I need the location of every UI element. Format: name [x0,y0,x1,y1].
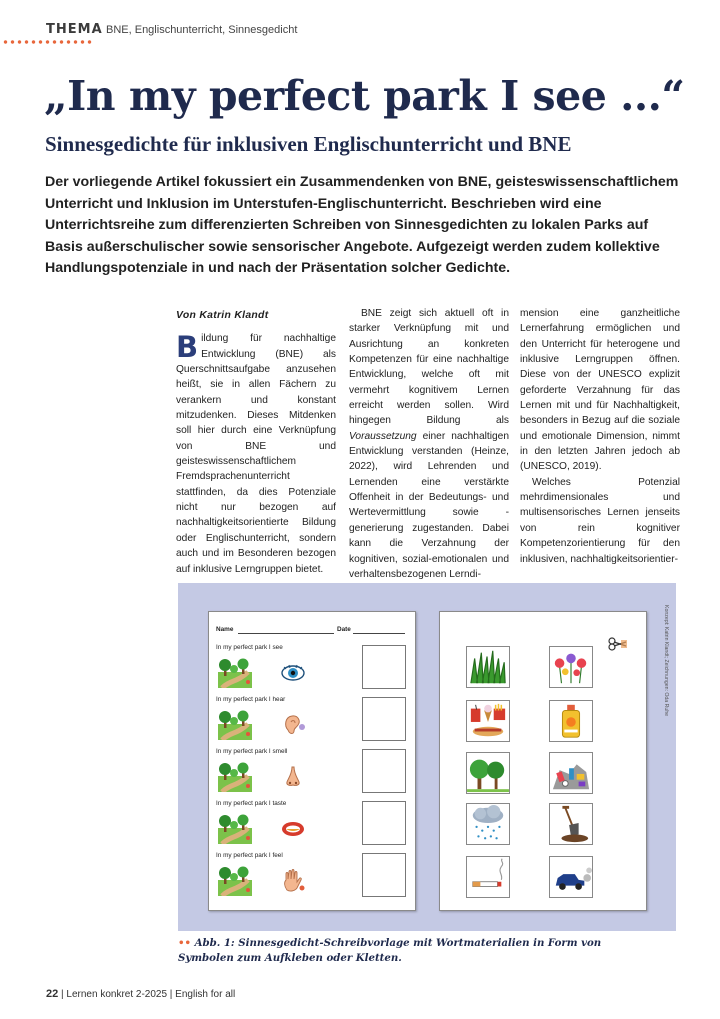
paragraph-potential: Welches Potenzial mehrdimensionales und multisensorisches Lernen jenseits von rein kognitiver Kompetenzorientierung für den inklusiven, nachhaltigkeitsorientier- [520,476,680,565]
author-byline: Von Katrin Klandt [176,310,269,321]
eye-icon [280,660,306,686]
sticker-box[interactable] [362,697,406,741]
spade-icon[interactable] [549,803,593,845]
park-icon [218,762,252,792]
litter-pile-icon[interactable] [549,752,593,794]
name-line [238,633,334,634]
caption-text: Abb. 1: Sinnesgedicht-Schreibvorlage mit Wortmaterialien in Form von Symbolen zum Aufkleben oder Kletten. [178,937,602,964]
sticker-box[interactable] [362,853,406,897]
column-1 [176,308,336,577]
credit-text: Konzept: Katrin Klandt; Zeichnungen: Oda Ruhe [663,605,669,717]
intro-text: ildung für nachhaltige Entwicklung (BNE) als Querschnittsaufgabe anzusehen heißt, sie in allen Fächern zu verankern und konstant mitzudenken. Dieses Mitdenken soll hier durch eine Verknüpfung von BNE und geisteswissenschaftlichem Fremdsprachenunterricht stattfinden, da dies Potenziale nicht nur bezogen auf nachhaltigkeitsorientierte Bildung oder Englischunterricht, sondern auch und im Besonderen bezogen auf inklusive Lerngruppen bietet. [176,333,336,575]
park-icon [218,658,252,688]
article-title: „In my perfect park I see ...“ [44,72,685,120]
figure-caption [178,936,658,966]
rain-cloud-icon[interactable] [466,803,510,845]
date-line [353,633,405,634]
col2-text-b: einer nachhaltigen Entwicklung verstanden (Heinze, 2022), wird Lehrenden und Lernenden eine verstärkte Offenheit in der Bedeutungs- und Wertevermittlung sowie -generierung zugestanden. Dabei kann die Verzahnung der kognitiven, sozial-emotionalen und verhaltensbezogenen Lerndi- [349,430,509,580]
column-3 [520,306,680,567]
column-2 [349,306,509,582]
park-icon [218,814,252,844]
car-exhaust-icon[interactable] [549,856,593,898]
trees-icon[interactable] [466,752,510,794]
topic-tags: BNE, Englischunterricht, Sinnesgedicht [106,24,298,36]
sticker-box[interactable] [362,645,406,689]
hand-icon [280,868,306,894]
figure-credit [656,605,669,742]
date-label: Date [337,626,351,633]
col2-emphasis: Voraussetzung [349,430,417,442]
grass-icon[interactable] [466,646,510,688]
flowers-icon[interactable] [549,646,593,688]
page-footer: 22 | Lernen konkret 2-2025 | English for all [46,988,236,1000]
fast-food-icon[interactable] [466,700,510,742]
sticker-box[interactable] [362,801,406,845]
scissors-icon [608,637,628,651]
article-subtitle: Sinnesgedichte für inklusiven Englischunterricht und BNE [45,132,572,156]
worksheet-row-label: In my perfect park I feel [216,852,283,859]
page-number: 22 [46,988,59,1000]
worksheet-row-label: In my perfect park I taste [216,800,287,807]
section-header [0,18,720,48]
park-icon [218,866,252,896]
drop-cap: B [176,330,199,365]
name-label: Name [216,626,234,633]
article-lead: Der vorliegende Artikel fokussiert ein Zusammendenken von BNE, geisteswissenschaftlichem Unterricht und Inklusion im Unterstufen-Englischunterricht. Beschrieben wird eine Unterrichtsreihe zum differenzierten Schreiben von Sinnesgedichten zu lokalen Parks auf Basis außerschulischer sowie sensorischer Angebote. Aufgezeigt werden zudem kollektive Handlungspotenziale in und nach der Präsentation solcher Gedichte. [45,174,679,277]
worksheet-row-label: In my perfect park I smell [216,748,288,755]
caption-marker: •• [178,937,192,949]
worksheet-row-label: In my perfect park I see [216,644,283,651]
sunscreen-icon[interactable] [549,700,593,742]
paragraph-bne [349,306,509,582]
section-label: THEMA [46,22,103,37]
ear-icon [280,712,306,738]
sticker-box[interactable] [362,749,406,793]
col2-text-a: BNE zeigt sich aktuell oft in starker Verknüpfung mit und Ausrichtung an konkreten Kompetenzen für eine nachhaltige Entwicklung, welche oft mit vermehrt kognitivem Lernen erreicht werden sollen. Wird hingegen Bildung als [349,308,509,427]
issue-info: Lernen konkret 2-2025 | English for all [66,989,236,1000]
paragraph-intro [176,331,336,577]
cigarette-icon[interactable] [466,856,510,898]
park-icon [218,710,252,740]
worksheet-row-label: In my perfect park I hear [216,696,286,703]
paragraph-unesco: mension eine ganzheitliche Lernerfahrung ermöglichen und den Unterricht für heterogene und inklusive Lerngruppen öffnen. Diese von der UNESCO explizit geforderte Verzahnung für das Lernen mit und für Nachhaltigkeit, besonders in Bezug auf die soziale und emotionale Dimension, nimmt in den letzten Jahren jedoch ab (UNESCO, 2019). [520,308,680,473]
nose-icon [280,764,306,790]
mouth-icon [280,816,306,842]
section-dot-rule [2,40,94,44]
